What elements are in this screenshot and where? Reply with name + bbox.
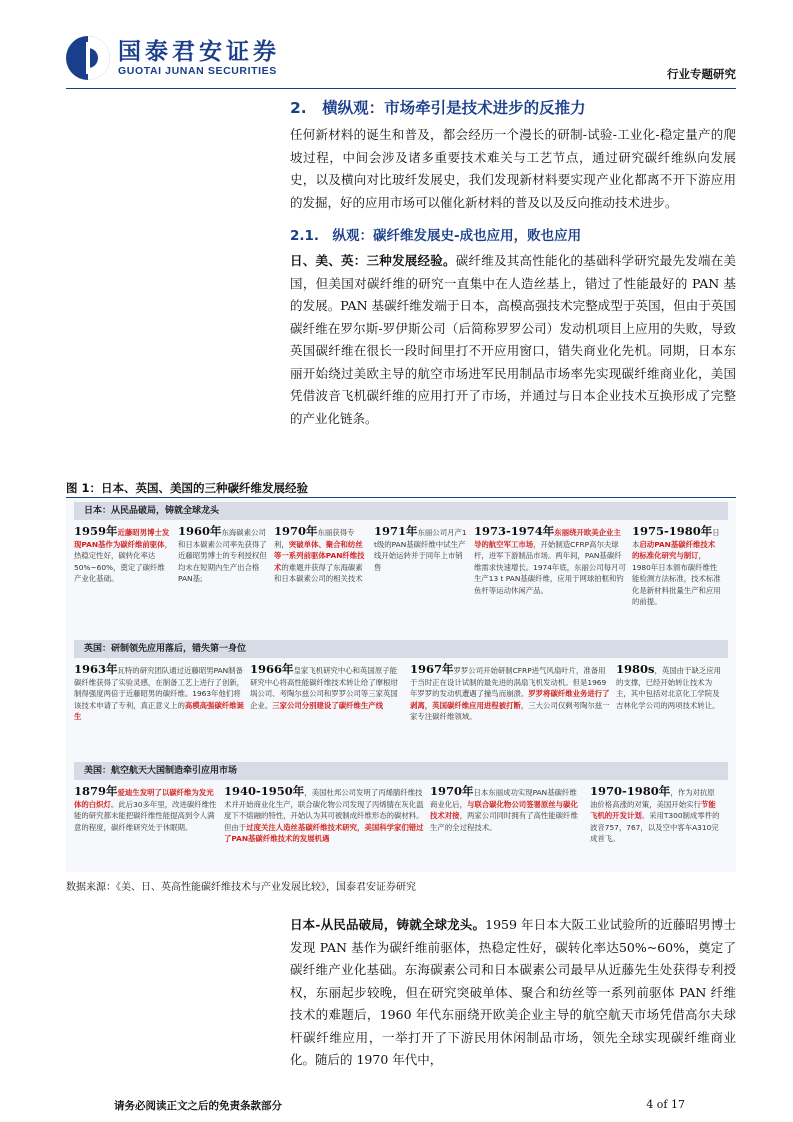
paragraph-lead: 日本-从民品破局，铸就全球龙头。 <box>290 917 486 932</box>
japan-paragraph <box>290 914 736 1072</box>
paragraph-body: 1959 年日本大阪工业试验所的近藤昭男博士发现 PAN 基作为碳纤维前驱体，热稳定性好，碳转化率达50%~60%，奠定了碳纤维产业化基础。东海碳素公司和日本碳素公司最早从近藤先生处获得专利授权，东丽起步较晚，但在研究突破单体、聚合和纺丝等一系列前驱体 PAN 纤维技术的难题后，1960 年代东丽绕开欧美企业主导的航空航天市场凭借高尔夫球杆碳纤维应用，一举打开了下游民用休闲制品市场，领先全球实现碳纤维商业化。随后的 1970 年代中， <box>290 917 736 1067</box>
timeline-item: 1959年近藤昭男博士发现PAN基作为碳纤维前驱体，热稳定性好，碳转化率达50%~60%，奠定了碳纤维产业化基础。 <box>74 524 172 583</box>
subsection-heading: 2.1. 纵观：碳纤维发展史-成也应用，败也应用 <box>290 228 582 244</box>
section-heading: 2. 横纵观：市场牵引是技术进步的反推力 <box>290 99 586 117</box>
paragraph-lead: 日、美、英：三种发展经验。 <box>290 253 456 268</box>
report-category: 行业专题研究 <box>667 67 736 81</box>
us-band: 美国：航空航天大国制造牵引应用市场 <box>74 762 728 780</box>
timeline-item: 1973-1974年东丽绕开欧美企业主导的航空军工市场，开始制造CFRP高尔夫球杆，进军下游制品市场。两年间，PAN基碳纤维需求快速增长。1974年底，东丽公司每月可生产13 t PAN基碳纤维，应用于网球拍框和钓鱼杆等运动休闲产品。 <box>474 524 626 595</box>
timeline-item: 1970年日本东丽成功实现PAN基碳纤维商业化后，与联合碳化物公司签署原丝与碳化技术对接，两家公司同时拥有了高性能碳纤维生产的全过程技术。 <box>430 784 578 832</box>
timeline-item: 1963年瓦特的研究团队通过近藤昭男PAN制备碳纤维获得了实验灵感，在制备工艺上进行了创新，制得强度两倍于近藤昭男的碳纤维。1963年他们将该技术申请了专利，真正意义上的高模高强碳纤维诞生 <box>74 662 245 721</box>
company-logo <box>66 36 280 80</box>
timeline-item: 1879年爱迪生发明了以碳纤维为发光体的白炽灯。此后30多年里，改进碳纤维性能的研究都未能把碳纤维性能提高到令人满意的程度，碳纤维研究处于休眠期。 <box>74 784 217 832</box>
page-number: 4 of 17 <box>646 1098 685 1111</box>
timeline-item: 1970年东丽获得专利，突破单体、聚合和纺丝等一系列前驱体PAN纤维技术的难题并获得了东海碳素和日本碳素公司的相关技术 <box>274 524 365 583</box>
disclaimer-note: 请务必阅读正文之后的免责条款部分 <box>114 1100 282 1112</box>
uk-band: 英国：研制领先应用落后，错失第一身位 <box>74 640 728 658</box>
section-2 <box>290 92 736 430</box>
paragraph-body: 碳纤维及其高性能化的基础科学研究最先发端在美国，但美国对碳纤维的研究一直集中在人造丝基上，错过了性能最好的 PAN 基的发展。PAN 基碳纤维发端于日本，高模高强技术完整成型于英国，但由于英国碳纤维在罗尔斯-罗伊斯公司（后简称罗罗公司）发动机项目上应用的失败，导致英国碳纤维在很长一段时间里打不开应用窗口，错失商业化先机。同期，日本东丽开始绕过美欧主导的航空市场进军民用制品市场率先实现碳纤维商业化，美国凭借波音飞机碳纤维的应用打开了市场，并通过与日本企业技术互换形成了完整的产业化链条。 <box>290 253 736 426</box>
timeline-item: 1940-1950年，美国杜邦公司发明了丙烯腈纤维技术并开始商业化生产，联合碳化物公司发现了丙烯腈在灰化温度下不熔融的特性，开始认为其可被制成纤维形态的碳材料。但由于过度关注人造丝基碳纤维技术研究，美国科学家们错过了PAN基碳纤维技术的发展机遇 <box>224 784 424 843</box>
us-row <box>74 786 728 845</box>
timeline-item: 1966年皇家飞机研究中心和英国原子能研究中心将高性能碳纤维技术转让给了摩根坩埚公司、考陶尔兹公司和罗罗公司等三家英国企业。三家公司分别建设了碳纤维生产线 <box>250 662 398 710</box>
japan-row <box>74 526 728 608</box>
timeline-item: 1960年东海碳素公司和日本碳素公司率先获得了近藤昭男博士的专利授权但均未在短期内生产出合格PAN基; <box>178 524 267 583</box>
uk-row <box>74 664 728 723</box>
timeline-item: 1980s，英国由于缺乏应用的支撑，已经开始转让技术为主，其中包括对北京化工学院及吉林化学公司的两项技术转让。 <box>616 662 722 710</box>
timeline-item: 1975-1980年日本启动PAN基碳纤维技术的标准化研究与制订，1980年日本颁布碳纤维性能检测方法标准，技术标准化是新材料批量生产和应用的前提。 <box>632 524 721 606</box>
figure-divider <box>66 497 736 498</box>
japan-section <box>290 914 736 1072</box>
timeline-item: 1970-1980年，作为对抗原油价格高涨的对策，美国开始实行节能飞机的开发计划。采用T300制成零件的波音757，767，以及空中客车A310完成首飞。 <box>590 784 720 843</box>
figure-title: 图 1：日本、英国、美国的三种碳纤维发展经验 <box>66 481 309 495</box>
timeline-figure <box>66 500 736 872</box>
logo-name-cn: 国泰君安证券 <box>118 39 280 65</box>
logo-name-en: GUOTAI JUNAN SECURITIES <box>118 65 277 77</box>
page-header <box>66 36 736 88</box>
timeline-item: 1967年罗罗公司开始研制CFRP进气风扇叶片，准备用于当时正在设计试制的最先进的涡扇飞机发动机。但是1969年罗罗的发动机遭遇了撞鸟而崩溃。罗罗将碳纤维业务进行了剥离，英国碳纤维应用进程被打断，三大公司仅剩考陶尔兹一家专注碳纤维领域。 <box>410 662 610 721</box>
japan-band: 日本：从民品破局，铸就全球龙头 <box>74 502 728 520</box>
timeline-item: 1971年东丽公司月产1 t级的PAN基碳纤维中试生产线开始运转并于同年上市销售 <box>374 524 467 572</box>
intro-paragraph: 任何新材料的诞生和普及，都会经历一个漫长的研制-试验-工业化-稳定量产的爬坡过程，中间会涉及诸多重要技术难关与工艺节点，通过研究碳纤维纵向发展史，以及横向对比玻纤发展史，我们发现新材料要实现产业化都离不开下游应用的发掘，好的应用市场可以催化新材料的普及以及反向推动技术进步。 <box>290 127 736 210</box>
header-divider <box>66 88 736 89</box>
experience-paragraph <box>290 250 736 430</box>
logo-icon <box>66 36 110 80</box>
figure-source: 数据来源：《美、日、英高性能碳纤维技术与产业发展比较》，国泰君安证券研究 <box>66 882 416 893</box>
